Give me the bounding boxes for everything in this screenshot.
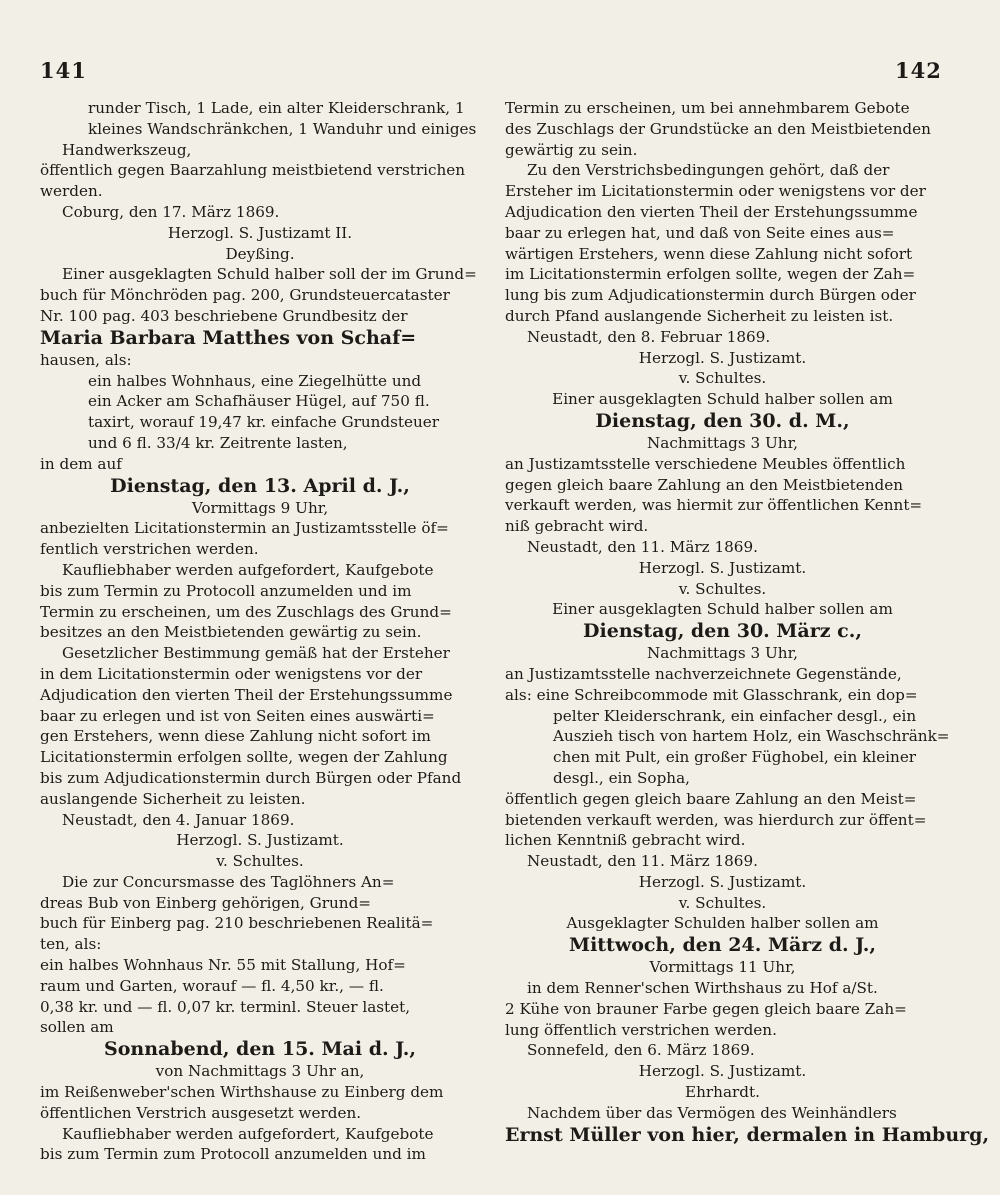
right-line: als: eine Schreibcommode mit Glasschrank, ein dop= [505, 685, 918, 704]
right-line: Nachmittags 3 Uhr, [647, 644, 798, 663]
right-line: Einer ausgeklagten Schuld halber sollen am [552, 600, 893, 619]
left-line: Herzogl. S. Justizamt. [176, 831, 344, 850]
left-line: Nr. 100 pag. 403 beschriebene Grundbesitz der [40, 306, 408, 325]
left-line: Deyßing. [225, 244, 295, 263]
right-line: 2 Kühe von brauner Farbe gegen gleich baare Zah= [505, 999, 907, 1018]
left-column [40, 98, 480, 1165]
right-line: Auszieh tisch von hartem Holz, ein Waschschränk= [553, 727, 950, 746]
right-column [505, 98, 990, 1147]
right-line: desgl., ein Sopha, [553, 768, 690, 787]
left-line: Kaufliebhaber werden aufgefordert, Kaufgebote [62, 560, 434, 579]
left-line: kleines Wandschränkchen, 1 Wanduhr und einiges [88, 119, 477, 138]
right-line: niß gebracht wird. [505, 517, 649, 536]
right-line: Neustadt, den 8. Februar 1869. [527, 327, 771, 346]
left-line: Coburg, den 17. März 1869. [62, 202, 280, 221]
right-line: Zu den Verstrichsbedingungen gehört, daß der [527, 161, 890, 180]
left-line: buch für Mönchröden pag. 200, Grundsteuercataster [40, 286, 450, 305]
right-line: des Zuschlags der Grundstücke an den Meistbietenden [505, 119, 931, 138]
right-line: Herzogl. S. Justizamt. [638, 348, 807, 367]
right-line: lung bis zum Adjudicationstermin durch Bürgen oder [505, 286, 916, 305]
left-line: bis zum Termin zu Protocoll anzumelden und im [40, 581, 412, 600]
left-line: Kaufliebhaber werden aufgefordert, Kaufgebote [62, 1124, 434, 1143]
right-line: Termin zu erscheinen, um bei annehmbarem Gebote [505, 99, 910, 117]
right-line: pelter Kleiderschrank, ein einfacher desgl., ein [553, 706, 917, 725]
right-line: Dienstag, den 30. d. M., [595, 409, 850, 432]
right-line: Sonnefeld, den 6. März 1869. [527, 1041, 755, 1060]
right-line: Nachdem über das Vermögen des Weinhändlers [527, 1103, 897, 1122]
right-line: gewärtig zu sein. [505, 140, 638, 159]
left-line: Gesetzlicher Bestimmung gemäß hat der Ersteher [62, 644, 450, 663]
left-line: baar zu erlegen und ist von Seiten eines auswärti= [40, 706, 435, 725]
left-line: Licitationstermin erfolgen sollte, wegen der Zahlung [40, 748, 448, 767]
left-line: ein halbes Wohnhaus Nr. 55 mit Stallung, Hof= [40, 956, 406, 975]
left-line: fentlich verstrichen werden. [40, 540, 259, 559]
right-line: bietenden verkauft werden, was hierdurch zur öffent= [505, 810, 927, 829]
right-line: Dienstag, den 30. März c., [583, 620, 862, 643]
left-line: Neustadt, den 4. Januar 1869. [62, 810, 295, 829]
right-line: Einer ausgeklagten Schuld halber sollen am [552, 390, 893, 409]
right-line: an Justizamtsstelle verschiedene Meubles öffentlich [505, 454, 906, 473]
left-line: Maria Barbara Matthes von Schaf= [40, 326, 417, 349]
left-line: im Reißenweber'schen Wirthshause zu Einberg dem [40, 1083, 444, 1102]
right-line: baar zu erlegen hat, und daß von Seite eines aus= [505, 223, 895, 242]
left-line: in dem auf [40, 454, 122, 473]
left-line: Adjudication den vierten Theil der Erstehungssumme [40, 685, 453, 704]
right-line: lung öffentlich verstrichen werden. [505, 1020, 777, 1039]
left-line: ein Acker am Schafhäuser Hügel, auf 750 fl. [88, 392, 430, 411]
right-line: wärtigen Erstehers, wenn diese Zahlung nicht sofort [505, 244, 913, 263]
right-line: Neustadt, den 11. März 1869. [527, 537, 758, 556]
left-line: buch für Einberg pag. 210 beschriebenen Realitä= [40, 914, 434, 933]
right-line: öffentlich gegen gleich baare Zahlung an den Meist= [505, 789, 917, 808]
left-line: anbezielten Licitationstermin an Justizamtsstelle öf= [40, 519, 449, 538]
left-line: Einer ausgeklagten Schuld halber soll der im Grund= [62, 265, 477, 284]
right-line: Herzogl. S. Justizamt. [638, 872, 807, 891]
left-line: auslangende Sicherheit zu leisten. [40, 789, 306, 808]
right-line: in dem Renner'schen Wirthshaus zu Hof a/St. [527, 979, 878, 998]
right-line: gegen gleich baare Zahlung an den Meistbietenden [505, 475, 904, 494]
left-line: öffentlichen Verstrich ausgesetzt werden. [40, 1103, 362, 1122]
left-line: Die zur Concursmasse des Taglöhners An= [62, 872, 395, 891]
right-line: Herzogl. S. Justizamt. [638, 1062, 807, 1081]
right-line: Nachmittags 3 Uhr, [647, 433, 798, 452]
right-line: Mittwoch, den 24. März d. J., [569, 934, 876, 957]
right-line: v. Schultes. [678, 893, 767, 912]
left-line: Handwerkszeug, [62, 140, 192, 159]
left-line: in dem Licitationstermin oder wenigstens vor der [40, 664, 423, 683]
left-line: raum und Garten, worauf — fl. 4,50 kr., — fl. [40, 976, 384, 995]
right-line: Adjudication den vierten Theil der Erstehungssumme [505, 202, 918, 221]
left-line: Dienstag, den 13. April d. J., [110, 474, 410, 497]
left-line: Vormittags 9 Uhr, [191, 498, 329, 517]
right-line: an Justizamtsstelle nachverzeichnete Gegenstände, [505, 664, 902, 683]
right-line: Neustadt, den 11. März 1869. [527, 852, 758, 871]
left-line: bis zum Adjudicationstermin durch Bürgen oder Pfand [40, 768, 462, 787]
page-number-left: 141 [40, 58, 87, 83]
page-number-right: 142 [895, 58, 942, 83]
left-line: und 6 fl. 33/4 kr. Zeitrente lasten, [88, 433, 348, 452]
left-line: hausen, als: [40, 350, 132, 369]
left-line: werden. [40, 182, 103, 201]
right-line: Ernst Müller von hier, dermalen in Hamburg, [505, 1123, 990, 1146]
left-line: v. Schultes. [216, 852, 304, 871]
right-line: lichen Kenntniß gebracht wird. [505, 831, 746, 850]
right-line: Ausgeklagter Schulden halber sollen am [566, 914, 879, 933]
left-line: Sonnabend, den 15. Mai d. J., [104, 1038, 416, 1061]
left-line: Termin zu erscheinen, um des Zuschlags des Grund= [40, 602, 452, 621]
left-line: öffentlich gegen Baarzahlung meistbietend verstrichen [40, 161, 466, 180]
right-line: v. Schultes. [678, 369, 767, 388]
right-line: im Licitationstermin erfolgen sollte, wegen der Zah= [505, 265, 916, 284]
right-line: Vormittags 11 Uhr, [649, 958, 796, 977]
left-line: 0,38 kr. und — fl. 0,07 kr. terminl. Steuer lastet, [40, 997, 411, 1016]
right-line: Ersteher im Licitationstermin oder wenigstens vor der [505, 182, 926, 201]
left-line: taxirt, worauf 19,47 kr. einfache Grundsteuer [88, 413, 440, 432]
left-line: Herzogl. S. Justizamt II. [167, 223, 353, 242]
right-line: chen mit Pult, ein großer Füghobel, ein kleiner [553, 748, 917, 767]
right-line: verkauft werden, was hiermit zur öffentlichen Kennt= [505, 496, 923, 515]
right-line: Herzogl. S. Justizamt. [638, 558, 807, 577]
left-line: sollen am [40, 1018, 114, 1037]
left-line: ein halbes Wohnhaus, eine Ziegelhütte und [88, 371, 422, 390]
right-line: Ehrhardt. [685, 1083, 760, 1102]
right-line: durch Pfand auslangende Sicherheit zu leisten ist. [505, 306, 894, 325]
left-line: ten, als: [40, 935, 102, 954]
left-line: gen Erstehers, wenn diese Zahlung nicht sofort im [40, 727, 431, 746]
right-line: v. Schultes. [678, 579, 767, 598]
left-line: bis zum Termin zum Protocoll anzumelden und im [40, 1145, 426, 1164]
left-line: von Nachmittags 3 Uhr an, [155, 1062, 365, 1081]
left-line: dreas Bub von Einberg gehörigen, Grund= [40, 893, 372, 912]
left-line: besitzes an den Meistbietenden gewärtig zu sein. [40, 623, 422, 642]
left-line: runder Tisch, 1 Lade, ein alter Kleiderschrank, 1 [88, 99, 465, 117]
